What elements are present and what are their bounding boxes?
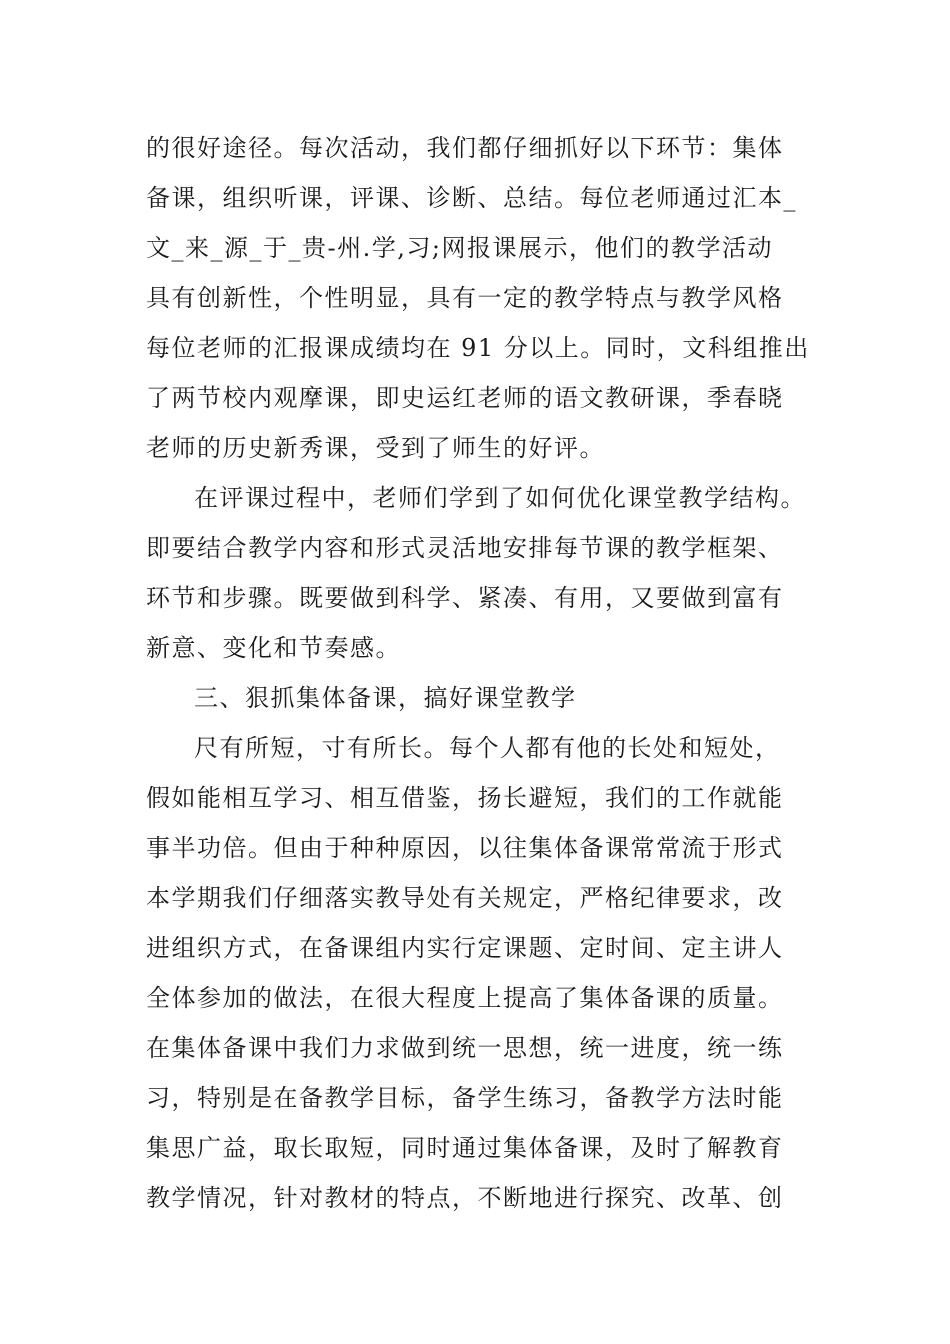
paragraph-line: 的很好途径。每次活动，我们都仔细抓好以下环节：集体	[146, 134, 784, 162]
paragraph-line: 文_来_源_于_贵-州.学,习;网报课展示，他们的教学活动	[146, 234, 773, 262]
paragraph-line: 在评课过程中，老师们学到了如何优化课堂教学结构。	[194, 484, 806, 512]
paragraph-line: 习，特别是在备教学目标，备学生练习，备教学方法时能	[146, 1084, 784, 1112]
paragraph-line: 尺有所短，寸有所长。每个人都有他的长处和短处，	[194, 734, 781, 762]
paragraph-line: 本学期我们仔细落实教导处有关规定，严格纪律要求，改	[146, 884, 784, 912]
paragraph-line: 假如能相互学习、相互借鉴，扬长避短，我们的工作就能	[146, 784, 784, 812]
paragraph-line: 具有创新性，个性明显，具有一定的教学特点与教学风格	[146, 284, 784, 312]
paragraph-line: 教学情况，针对教材的特点，不断地进行探究、改革、创	[146, 1184, 784, 1212]
paragraph-line: 在集体备课中我们力求做到统一思想，统一进度，统一练	[146, 1034, 784, 1062]
paragraph-line: 即要结合教学内容和形式灵活地安排每节课的教学框架、	[146, 534, 784, 562]
section-heading: 三、狠抓集体备课，搞好课堂教学	[194, 684, 577, 712]
paragraph-line: 环节和步骤。既要做到科学、紧凑、有用，又要做到富有	[146, 584, 784, 612]
paragraph-line: 备课，组织听课，评课、诊断、总结。每位老师通过汇本_	[146, 184, 797, 212]
paragraph-line: 每位老师的汇报课成绩均在 91 分以上。同时，文科组推出	[146, 334, 810, 362]
paragraph-line: 全体参加的做法，在很大程度上提高了集体备课的质量。	[146, 984, 784, 1012]
paragraph-line: 集思广益，取长取短，同时通过集体备课，及时了解教育	[146, 1134, 784, 1162]
paragraph-line: 新意、变化和节奏感。	[146, 634, 401, 662]
paragraph-line: 进组织方式，在备课组内实行定课题、定时间、定主讲人	[146, 934, 784, 962]
paragraph-line: 了两节校内观摩课，即史运红老师的语文教研课，季春晓	[146, 384, 784, 412]
paragraph-line: 事半功倍。但由于种种原因，以往集体备课常常流于形式	[146, 834, 784, 862]
paragraph-line: 老师的历史新秀课，受到了师生的好评。	[146, 434, 605, 462]
